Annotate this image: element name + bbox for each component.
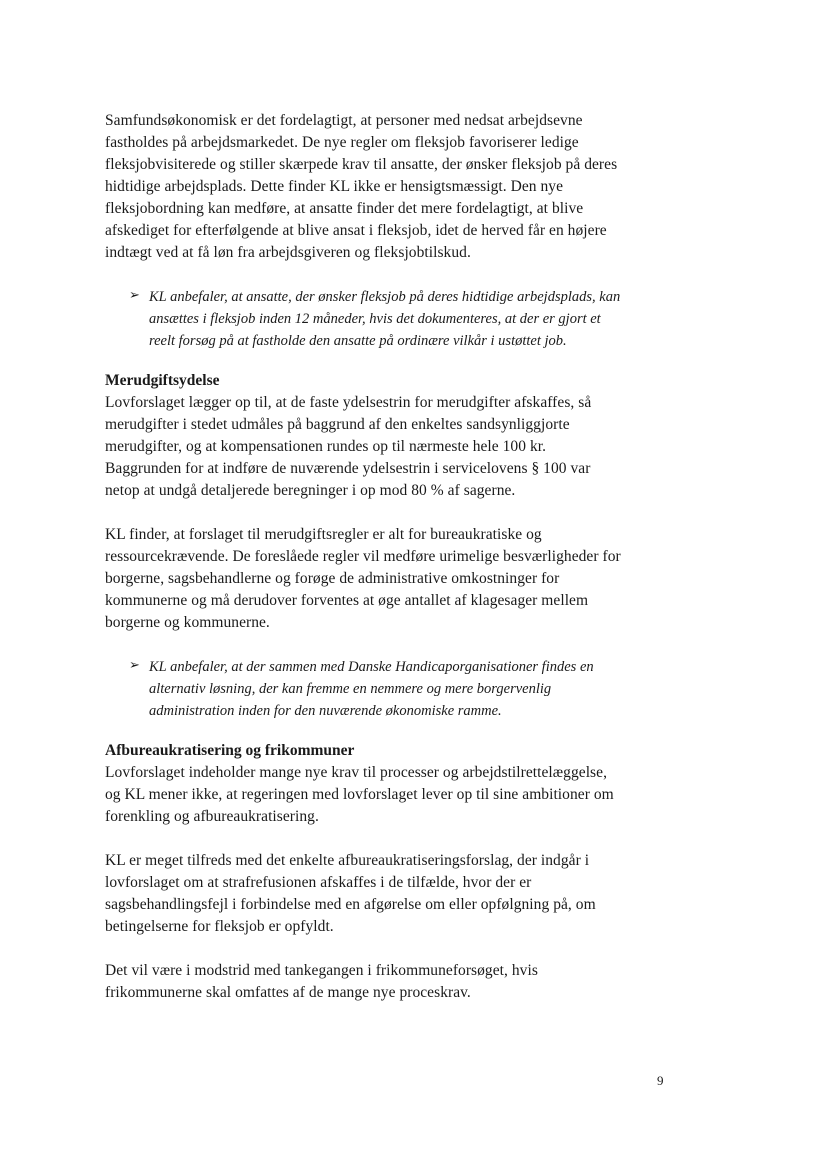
recommendation-text: KL anbefaler, at ansatte, der ønsker fleksjob på deres hidtidige arbejdsplads, kan ansættes i fleksjob inden 12 måneder, hvis det dokumenteres, at der er gjort et reelt forsøg på at fastholde den ansatte på ordinære vilkår i ustøttet job.: [149, 289, 621, 349]
section-heading-afbureaukratisering: Afbureaukratisering og frikommuner: [105, 742, 355, 759]
recommendation-fleksjob: [105, 286, 625, 352]
afbureaukratisering-paragraph-2: KL er meget tilfreds med det enkelte afbureaukratiseringsforslag, der indgår i lovforslaget om at strafrefusionen afskaffes i de tilfælde, hvor der er sagsbehandlingsfejl i forbindelse med en afgørelse om eller opfølgning på, om betingelserne for fleksjob er opfyldt.: [105, 852, 596, 935]
page-content: [105, 110, 625, 1004]
afbureaukratisering-paragraph-1: Lovforslaget indeholder mange nye krav til processer og arbejdstilrettelæggelse, og KL mener ikke, at regeringen med lovforslaget lever op til sine ambitioner om forenkling og afbureaukratisering.: [105, 764, 614, 825]
intro-paragraph: Samfundsøkonomisk er det fordelagtigt, at personer med nedsat arbejdsevne fastholdes på arbejdsmarkedet. De nye regler om fleksjob favoriserer ledige fleksjobvisiterede og stiller skærpede krav til ansatte, der ønsker fleksjob på deres hidtidige arbejdsplads. Dette finder KL ikke er hensigtsmæssigt. Den nye fleksjobordning kan medføre, at ansatte finder det mere fordelagtigt, at blive afskediget for efterfølgende at blive ansat i fleksjob, idet de herved får en højere indtægt ved at få løn fra arbejdsgiveren og fleksjobtilskud.: [105, 112, 618, 261]
page-number: 9: [657, 1073, 664, 1088]
arrow-bullet-icon: ➢: [129, 288, 140, 303]
arrow-bullet-icon: ➢: [129, 658, 140, 673]
merudgift-paragraph-1: Lovforslaget lægger op til, at de faste ydelsestrin for merudgifter afskaffes, så merudgifter i stedet udmåles på baggrund af den enkeltes sandsynliggjorte merudgifter, og at kompensationen rundes op til nærmeste hele 100 kr. Baggrunden for at indføre de nuværende ydelsestrin i servicelovens § 100 var netop at undgå detaljerede beregninger i op mod 80 % af sagerne.: [105, 394, 592, 499]
recommendation-text: KL anbefaler, at der sammen med Danske Handicaporganisationer findes en alternativ løsning, der kan fremme en nemmere og mere borgervenlig administration inden for den nuværende økonomiske ramme.: [149, 659, 594, 719]
afbureaukratisering-paragraph-3: Det vil være i modstrid med tankegangen i frikommuneforsøget, hvis frikommunerne skal omfattes af de mange nye proceskrav.: [105, 962, 538, 1001]
section-heading-merudgiftsydelse: Merudgiftsydelse: [105, 372, 220, 389]
merudgift-paragraph-2: KL finder, at forslaget til merudgiftsregler er alt for bureaukratiske og ressourcekrævende. De foreslåede regler vil medføre urimelige besværligheder for borgerne, sagsbehandlerne og forøge de administrative omkostninger for kommunerne og må derudover forventes at øge antallet af klagesager mellem borgerne og kommunerne.: [105, 526, 621, 631]
recommendation-merudgift: [105, 656, 625, 722]
